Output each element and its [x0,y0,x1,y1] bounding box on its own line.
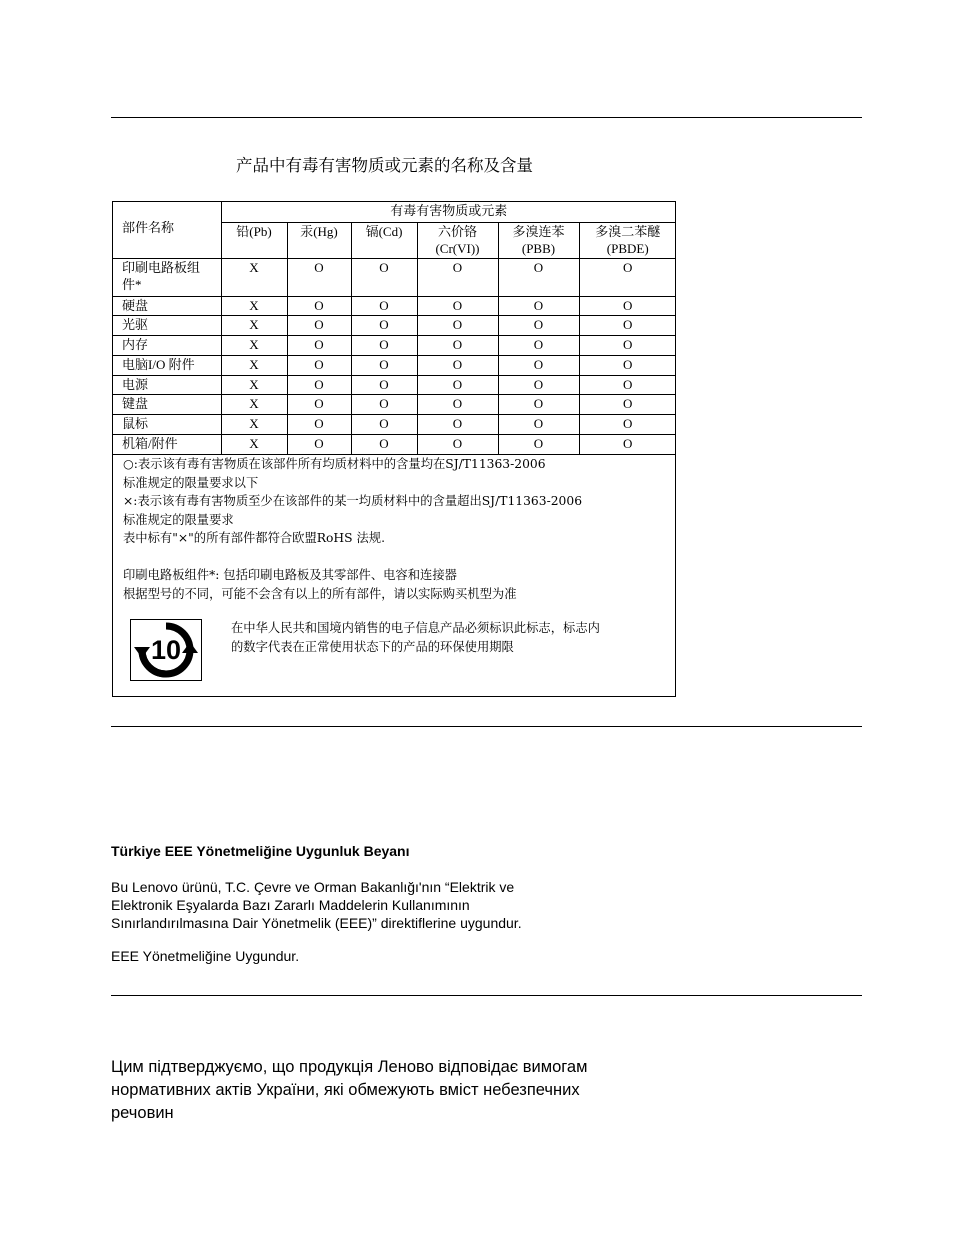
substance-value-cell: O [579,375,676,395]
substance-name: 多溴二苯醚 [595,223,661,239]
top-divider [111,117,862,118]
table-row [113,415,676,435]
note-line [123,548,582,567]
substance-header [498,222,579,258]
substance-value-cell: X [221,415,287,435]
substance-header [579,222,676,258]
substance-value-cell: O [579,336,676,356]
substance-value-cell: X [221,296,287,316]
substance-value-cell: O [351,336,417,356]
substance-value-cell: O [417,296,498,316]
substance-value-cell: O [287,258,351,296]
substance-value-cell: O [287,435,351,455]
divider-after-china [111,726,862,727]
china-rohs-title: 产品中有毒有害物质或元素的名称及含量 [236,156,533,175]
hazardous-substance-box [112,201,676,697]
substance-value-cell: O [351,296,417,316]
substance-name: 六价铬 [437,223,477,239]
part-name: 电脑I/O 附件 [122,356,195,372]
part-name-cell [113,375,221,395]
ukraine-body-line: Цим підтверджуємо, що продукція Леново відповідає вимогам [111,1058,588,1076]
substance-value-cell: O [287,355,351,375]
note-line: 印刷电路板组件*: 包括印刷电路板及其零部件、电容和连接器 [123,568,457,582]
substance-value-cell: O [579,415,676,435]
turkey-declaration-title: Türkiye EEE Yönetmeliğine Uygunluk Beyanı [111,843,410,859]
substance-symbol: (PBDE) [606,240,649,256]
table-row [113,375,676,395]
substance-value-cell: O [579,258,676,296]
substance-value-cell: O [287,415,351,435]
substance-value-cell: O [417,375,498,395]
substance-value-cell: O [417,415,498,435]
substance-value-cell: O [417,258,498,296]
substance-symbol: (PBB) [521,240,556,256]
part-name-cell [113,336,221,356]
part-name-cell [113,316,221,336]
substance-value-cell: O [351,316,417,336]
part-name: 印刷电路板组 [122,259,201,275]
substance-value-cell: O [579,355,676,375]
note-line: ×:表示该有毒有害物质至少在该部件的某一均质材料中的含量超出SJ/T11363-2006 [123,494,583,508]
note-line: 根据型号的不同，可能不会含有以上的所有部件，请以实际购买机型为准 [123,586,517,601]
table-row [113,395,676,415]
logo-text-line: 在中华人民共和国境内销售的电子信息产品必须标识此标志，标志内 [231,621,600,635]
part-name: 机箱/附件 [122,436,178,452]
ukraine-body-line: речовин [111,1104,174,1122]
substance-value-cell: O [417,435,498,455]
turkey-body-line: Sınırlandırılmasına Dair Yönetmelik (EEE)” direktiflerine uygundur. [111,915,522,931]
table-row [113,435,676,455]
logo-text-line: 的数字代表在正常使用状态下的产品的环保使用期限 [231,640,514,654]
part-name: 内存 [122,337,149,353]
part-name-cell [113,395,221,415]
substance-group-header: 有毒有害物质或元素 [221,202,676,222]
substance-name: 多溴连苯 [512,223,565,239]
substance-value-cell: O [498,395,579,415]
table-notes [123,455,582,603]
hazardous-substance-table [113,202,676,455]
substance-value-cell: X [221,395,287,415]
part-name-cell [113,258,221,296]
substance-value-cell: O [498,415,579,435]
substance-value-cell: O [417,395,498,415]
substance-value-cell: O [287,316,351,336]
substance-value-cell: O [579,296,676,316]
ukraine-declaration [111,1056,587,1125]
ukraine-body-line: нормативних актів України, які обмежують вміст небезпечних [111,1081,580,1099]
substance-value-cell: X [221,336,287,356]
table-row [113,258,676,296]
epup-number: 10 [150,635,182,665]
part-name-header: 部件名称 [113,202,221,258]
substance-value-cell: O [498,316,579,336]
substance-value-cell: O [579,435,676,455]
substance-value-cell: O [498,355,579,375]
table-row [113,296,676,316]
table-row [113,336,676,356]
note-line: 表中标有"×"的所有部件都符合欧盟RoHS 法规. [123,531,385,545]
substance-value-cell: O [287,296,351,316]
substance-name: 铅(Pb) [236,223,272,239]
substance-value-cell: O [498,375,579,395]
table-row [113,355,676,375]
turkey-body-line: Elektronik Eşyalarda Bazı Zararlı Maddelerin Kullanımının [111,897,470,913]
substance-value-cell: O [498,258,579,296]
part-name-cell [113,435,221,455]
note-line: ○:表示该有毒有害物质在该部件所有均质材料中的含量均在SJ/T11363-2006 [123,457,546,471]
part-name-continued: 件* [122,276,142,292]
environment-protection-use-period-logo [130,619,202,681]
turkey-body-line: Bu Lenovo ürünü, T.C. Çevre ve Orman Bakanlığı'nın “Elektrik ve [111,879,515,895]
substance-value-cell: O [351,395,417,415]
substance-value-cell: X [221,355,287,375]
substance-value-cell: O [351,415,417,435]
substance-header [351,222,417,258]
substance-name: 汞(Hg) [300,223,338,239]
substance-value-cell: O [351,355,417,375]
substance-value-cell: O [417,355,498,375]
part-name-cell [113,355,221,375]
turkey-declaration-body [111,878,522,932]
part-name: 光驱 [122,317,149,333]
substance-value-cell: X [221,258,287,296]
turkey-compliance-statement: EEE Yönetmeliğine Uygundur. [111,948,300,964]
part-name: 鼠标 [122,416,149,432]
note-line: 标准规定的限量要求 [123,512,234,527]
substance-value-cell: O [498,435,579,455]
substance-header [287,222,351,258]
part-name-cell [113,415,221,435]
substance-value-cell: X [221,375,287,395]
substance-value-cell: O [351,258,417,296]
note-line: 标准规定的限量要求以下 [123,475,259,490]
substance-name: 镉(Cd) [365,223,403,239]
divider-after-turkey [111,995,862,996]
table-row [113,316,676,336]
substance-header [417,222,498,258]
logo-description [231,619,600,657]
substance-value-cell: O [417,336,498,356]
substance-value-cell: O [417,316,498,336]
substance-value-cell: O [579,395,676,415]
part-name: 电源 [122,376,149,392]
part-name-cell [113,296,221,316]
substance-value-cell: O [498,336,579,356]
epup-10-icon [131,620,201,680]
part-name: 硬盘 [122,297,149,313]
substance-value-cell: O [287,336,351,356]
substance-symbol: (Cr(VI)) [435,240,480,256]
substance-value-cell: X [221,316,287,336]
substance-value-cell: O [498,296,579,316]
substance-header [221,222,287,258]
substance-value-cell: O [351,435,417,455]
substance-value-cell: O [287,375,351,395]
part-name: 键盘 [122,396,149,412]
substance-value-cell: O [579,316,676,336]
substance-value-cell: O [287,395,351,415]
substance-value-cell: O [351,375,417,395]
substance-value-cell: X [221,435,287,455]
